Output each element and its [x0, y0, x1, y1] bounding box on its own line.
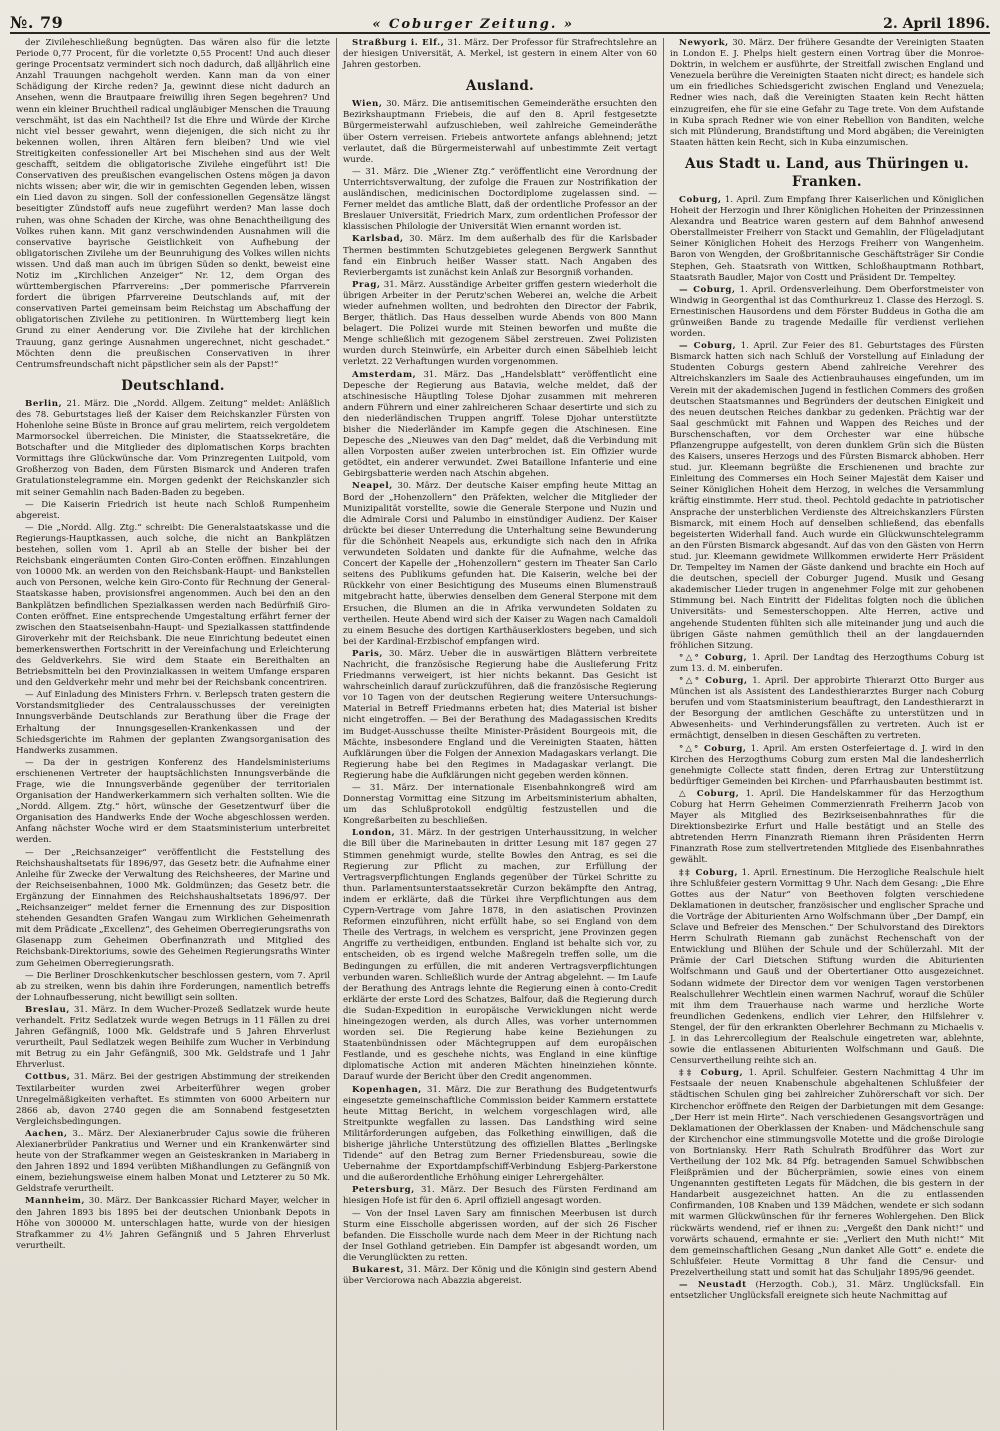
article-paragraph	[343, 1185, 657, 1207]
dateline: Karlsbad,	[352, 234, 404, 245]
paragraph-text: — Auf Einladung des Ministers Frhrn. v. Berlepsch traten gestern die Vorstandsmitglieder des Centralausschusses der vereinigten Innungsverbände Deutschlands zur Berathung über die Frage der Erhaltung der Innungsgesellen-Krankenkassen und der Schiedsgerichte im Rahmen der geplanten Zwangsorganisation des Handwerks zusammen.	[16, 690, 330, 756]
article-paragraph	[343, 1209, 657, 1264]
issue-number: №. 79	[10, 13, 64, 32]
article-paragraph	[670, 868, 984, 1068]
article-paragraph	[670, 1068, 984, 1279]
article-paragraph	[16, 758, 330, 847]
dateline: — Coburg,	[679, 284, 736, 295]
dateline: Bukarest,	[352, 1265, 405, 1276]
paragraph-text: 21. März. Die „Nordd. Allgem. Zeitung“ meldet: Anläßlich des 78. Geburtstages ließ der Kaiser dem Reichskanzler Fürsten von Hohenlohe seine Büste in Bronce auf grau melirtem, reich vergoldetem Marmorsockel überreichen. Die Minister, die Staatssekretäre, die Botschafter und die Mitglieder des diplomatischen Korps brachten Vormittags ihre Glückwünsche dar. Vom Prinzregenten Luitpold, vom Großherzog von Baden, dem Fürsten Bismarck und Anderen trafen Gratulationstelegramme ein. Morgen gedenkt der Reichskanzler sich mit seiner Gemahlin nach Baden-Baden zu begeben.	[16, 398, 330, 498]
paragraph-text: 1. April. Am ersten Osterfeiertage d. J. wird in den Kirchen des Herzogthums Coburg zum ersten Mal die landesherrlich genehmigte Collecte statt finden, deren Ertrag zur Unterstützung bedürftiger Gemeinden bei Kirchen- und Pfarrhausbauten bestimmt ist.	[670, 743, 984, 787]
paragraph-text: — Die Berliner Droschkenkutscher beschlossen gestern, vom 7. April ab zu streiken, wenn bis dahin ihre Forderungen, namentlich betreffs der Lohnaufbesserung, nicht bewilligt sein sollten.	[16, 970, 330, 1003]
dateline: Amsterdam,	[352, 369, 417, 380]
column-middle	[336, 38, 663, 1430]
dateline: Cottbus,	[25, 1072, 71, 1083]
dateline: ‡‡ Coburg,	[679, 867, 739, 878]
article-paragraph	[670, 285, 984, 340]
article-paragraph	[343, 99, 657, 166]
paragraph-text: 31. März. Der Besuch des Fürsten Ferdinand am hiesigen Hofe ist für den 6. April offiziell angesagt worden.	[343, 1185, 657, 1207]
article-paragraph	[16, 1196, 330, 1251]
paragraph-text: 30. März. Im dem außerhalb des für die Karlsbader Thermen bestimmten Schutzgebietes gelegenen Bergwerk Sannthut fand ein Einbruch heißer Wasser statt. Nach Angaben des Revierbergamts ist zunächst kein Anlaß zur Besorgniß vorhanden.	[343, 234, 657, 278]
paragraph-text: 1. April. Schulfeier. Gestern Nachmittag 4 Uhr im Festsaale der neuen Knabenschule abgehaltenen Schlußfeier der städtischen Schulen ging bei zahlreicher Zuhörerschaft vor sich. Der Kirchenchor eröffnete den Reigen der Darbietungen mit dem Gesange: „Der Herr ist mein Hirte“. Nach verschiedenen Gesangsvorträgen und Deklamationen der Oberklassen der Knaben- und Mädchenschule sang der Kirchenchor eine stimmungsvolle Motette und die große Dirologie von Bortniansky. Herr Rath Schulrath Brodführer das Wort zur Vertheilung der 102 Mk. 84 Pfg. betragenden Samuel Schwibbschen Fleißprämien und der Bücherprämien, sowie eines von einem Ungenannten gestifteten Legats für Mädchen, die bis gestern in der Handarbeit ausgezeichnet hatten. An die zu entlassenden Confirmanden, 108 Knaben und 139 Mädchen, wendete er sich sodann mit warmen Glückwünschen für ihr ferneres Wohlergehen. Den Blick rückwärts wendend, rief er ihnen zu: „Vergeßt den Dank nicht!“ und vorwärts schauend, ermahnte er sie: „Verliert den Muth nicht!“ Mit dem gemeinschaftlichen Gesang „Nun danket Alle Gott“ e. endete die Schlußfeier. Heute Vormittag 8 Uhr fand die Censur- und Prezelvertheilung statt und somit hat das Schuljahr 1895/96 geendet.	[670, 1068, 984, 1278]
paragraph-text: 1. April. Ernestinum. Die Herzogliche Realschule hielt ihre Schlußfeier gestern Vormittag 9 Uhr. Nach dem Gesang: „Die Ehre Gottes aus der Natur“ von Beethoven folgten verschiedene Deklamationen in deutscher, französischer und englischer Sprache und die Vorträge der Abiturienten Arno Wolfschmann über „Der Dampf, ein Sclave und Befreier des Menschen.“ Der Schulvorstand des Direktors Herrn Schulrath Riemann gab zunächst Rechenschaft von der Entwicklung und Blühen der Schule und der Schülerzahl. Mit der Prämie der Carl Dietschen Stiftung wurden die Abiturienten Wolfschmann und Gauß und der Obertertianer Otto ausgezeichnet. Sodann widmete der Director dem vor wenigen Tagen verstorbenen Realschullehrer Wechtlein einen warmen Nachruf, worauf die Schüler mit ihm dem Trauerhause nach warme und herzliche Worte freundlichen Gedenkens, endlich vier Lehrer, den Hilfslehrer v. Stengel, der für den erkrankten Oberlehrer Bechmann zu Michaelis v. J. in das Lehrercollegium der Realschule eingetreten war, ablehnte, sowie die entlassenen Abiturienten Wolfschmann und Gauß. Die Censurvertheilung reihte sich an.	[670, 867, 985, 1067]
paragraph-text: — Da der in gestrigen Konferenz des Handelsministeriums erschienenen Vertreter der hauptsächlichsten Innungsverbände die Frage, wie die Innungsverbände gegenüber der territorialen Organisation der Handwerkerkammern sich verhalten sollten. Wie die „Nordd. Allgem. Ztg.“ hört, wünsche der Gesetzentwurf über die Organisation des Handwerks Ende der Woche abgeschlossen werden. Anfang nächster Woche wird er dem Staatsministerium unterbreitet werden.	[16, 757, 330, 846]
article-paragraph	[16, 38, 330, 371]
paragraph-text: — Von der Insel Laven Sary am finnischen Meerbusen ist durch Sturm eine Eisscholle abgerissen worden, auf der sich 26 Fischer befanden. Die Eisscholle wurde nach dem Meer in der Richtung nach der Insel Gothland getrieben. Ein Dampfer ist abgesandt worden, um die Verunglückten zu retten.	[343, 1208, 657, 1263]
article-paragraph	[343, 481, 657, 647]
article-paragraph	[670, 789, 984, 867]
article-paragraph	[343, 828, 657, 1083]
paragraph-text: (Herzogth. Cob.), 31. März. Unglücksfall. Ein entsetzlicher Unglücksfall ereignete sich heute Nachmittag auf	[670, 1280, 984, 1302]
article-paragraph	[670, 676, 984, 743]
paragraph-text: 31. März. Bei der gestrigen Abstimmung der streikenden Textilarbeiter wurden zwei Arbeiterführer wegen grober Unregelmäßigkeiten verhaftet. Es stimmten von 6000 Arbeitern nur 2866 ab, davon 2740 gegen die am Sonnabend festgesetzten Vergleichsbedingungen.	[16, 1072, 330, 1127]
dateline: Neapel,	[352, 481, 393, 492]
paragraph-text: 30. März. Ueber die in auswärtigen Blättern verbreitete Nachricht, die französische Regierung habe die Auslieferung Fritz Friedmanns verweigert, ist hier nichts bekannt. Das Gesicht ist wahrscheinlich darauf zurückzuführen, daß die französische Regierung vor 10 Tagen von der deutschen Regierung weitere Untersuchungs-Material in Betreff Friedmanns erbeten hat; dies Material ist bisher nicht eingetroffen. — Bei der Berathung des Madagassischen Kredits im Budget-Ausschusse theilte Minister-Präsident Bourgeois mit, die Mächte, insbesondere England und die Vereinigten Staaten, hätten Aufklärungen über die Folgen der Annexion Madagaskars verlangt. Die Regierung habe bei den Regimes in Madagaskar verlangt. Die Regierung habe die Aufklärungen nicht gegeben werden können.	[343, 648, 657, 781]
dateline: Coburg,	[679, 194, 722, 205]
article-paragraph	[670, 744, 984, 788]
section-heading: Aus Stadt u. Land, aus Thüringen u. Franken.	[685, 155, 969, 190]
dateline: °△° Coburg,	[679, 675, 748, 686]
dateline: Berlin,	[25, 398, 63, 409]
article-paragraph	[16, 500, 330, 522]
dateline: Paris,	[352, 648, 384, 659]
dateline: — Coburg,	[679, 341, 737, 352]
paragraph-text: 1. April. Die Handelskammer für das Herzogthum Coburg hat Herrn Geheimen Commerzienrath Freiherrn Jacob von Mayer als Mitglied des Bezirkseisenbahnrathes für die Direktionsbezirke Erfurt und Halle bestätigt und an Stelle des abtretenden Herrn Finanzrath Riemann ihren Präsidenten Herrn Finanzrath Rose zum stellvertretenden Mitgliede des Eisenbahnrathes gewählt.	[670, 788, 985, 866]
column-left	[10, 38, 336, 1430]
dateline: ‡‡ Coburg,	[679, 1068, 744, 1079]
article-paragraph	[16, 1072, 330, 1127]
article-paragraph	[670, 1280, 984, 1302]
dateline: London,	[352, 828, 396, 839]
newspaper-title: « Coburger Zeitung. »	[372, 17, 575, 32]
article-paragraph	[343, 280, 657, 369]
article-paragraph	[670, 653, 984, 675]
paragraph-text: — Die Kaiserin Friedrich ist heute nach Schloß Rumpenheim abgereist.	[16, 499, 330, 521]
section-heading: Deutschland.	[121, 377, 225, 394]
article-paragraph	[343, 1085, 657, 1185]
article-paragraph	[343, 1265, 657, 1287]
dateline: °△° Coburg,	[679, 743, 747, 754]
paragraph-text: 31. März. Das „Handelsblatt“ veröffentlicht eine Depesche der Regierung aus Batavia, welche meldet, daß der atschinesische Häuptling Tolese Djohar zusammen mit mehreren andern Führern und einer zahlreicheren Schaar desertirte und sich zu den niederländischen Truppen angriff. Tolese Djohar unterstützte bisher die Niederländer im Kampfe gegen die Atschinesen. Eine Depesche des „Nieuwes van den Dag“ meldet, daß die Verbindung mit allen Vorposten außer zweien unterbrochen ist. Ein Offizier wurde getödtet, ein anderer verwundet. Zwei Bataillone Infanterie und eine Gebirgsbatterie werden nach Atschin abgehen.	[343, 369, 657, 480]
article-paragraph	[343, 167, 657, 234]
paragraph-text: 1. April. Zum Empfang Ihrer Kaiserlichen und Königlichen Hoheit der Herzogin und Ihrer Königlichen Hoheiten der Prinzessinnen Alexandra und Beatrice waren gestern auf dem Bahnhof anwesend Oberstallmeister Freiherr von Stackt und Gemahlin, der Flügeladjutant Seiner Königlichen Hoheit des Herzogs Freiherr von Wangenheim. Baron von Wengden, der Großbritannische Geschäftsträger Sir Condie Stephen, Geh. Staatsrath von Wittken, Schloßhauptmann Rothbart, Staatsrath Baudler, Major von Costt und Präsident Dr. Tempeltey.	[670, 194, 984, 283]
article-paragraph	[343, 38, 657, 71]
dateline: Petersburg,	[352, 1185, 415, 1196]
dateline: Aachen,	[25, 1128, 68, 1139]
dateline: Prag,	[352, 279, 381, 290]
dateline: Kopenhagen,	[352, 1084, 422, 1095]
article-paragraph	[343, 234, 657, 278]
dateline: Breslau,	[25, 1004, 70, 1015]
paragraph-text: 30. März. Der deutsche Kaiser empfing heute Mittag an Bord der „Hohenzollern“ den Präfekten, welcher die Mitglieder der Munizipalität vorstellte, sowie die Generale Sterpone und Nuzin und die Admirale Corsi und Palumbo in einstündiger Audienz. Der Kaiser drückte bei dieser Unterredung die Unterhaltung seine Bewunderung für die Schönheit Neapels aus, erkundigte sich nach den in Afrika verwundeten Soldaten und dankte für die Aufnahme, welche das Concert der Kapelle der „Hohenzollern“ gestern im Theater San Carlo seitens des Publikums gefunden hat. Die Kaiserin, welche bei der Rückkehr von einer Besichtigung des Museums einen Blumenstrauß mitgebracht hatte, überwies denselben dem General Sterpone mit dem Ersuchen, die Blumen an die in Afrika verwundeten Soldaten zu vertheilen. Heute Abend wird sich der Kaiser zu Wagen nach Camaldoli zu einem Besuche des dortigen Karthäuserklosters begeben, und sich bei der Kardinal-Erzbischof empfangen wird.	[343, 481, 657, 647]
section-heading: Ausland.	[465, 78, 535, 95]
article-paragraph	[343, 649, 657, 782]
dateline: Newyork,	[679, 38, 729, 48]
article-paragraph	[343, 783, 657, 827]
paragraph-text: 30. März. Der frühere Gesandte der Vereinigten Staaten in London E. J. Phelps hielt gestern einen Vortrag über die Monroe-Doktrin, in welchem er ausführte, der Streitfall zwischen England und Venezuela berühre die Vereinigten Staaten nicht direct; es handele sich um ein friedliches Schiedsgericht zwischen England und Venezuela; Redner wies nach, daß die Vereinigten Staaten kein Recht hätten einzugreifen, ehe für sie eine Gefahr zu Tage trete. Von dem Aufstande in Kuba sprach Redner wie von einer Rebellion von Banditen, welche sich mit Plünderung, Brandstiftung und Mord abgäben; die Vereinigten Staaten hätten kein Recht, sich in Kuba einzumischen.	[670, 38, 984, 148]
dateline: Straßburg i. Elf.,	[352, 38, 445, 48]
paragraph-text: — 31. März. Der internationale Eisenbahnkongreß wird am Donnerstag Vormittag eine Sitzung im Arbeitsministerium abhalten, um das Schlußprotokoll endgültig festzustellen und die Kongreßarbeiten zu beschließen.	[343, 783, 657, 827]
article-paragraph	[16, 1005, 330, 1072]
article-paragraph	[343, 370, 657, 481]
paragraph-text: 31. März. In der gestrigen Unterhaussitzung, in welcher die Bill über die Marinebauten in dritter Lesung mit 187 gegen 27 Stimmen genehmigt wurde, stellte Bowles den Antrag, es sei die Regierung zur Pflicht zu machen, zur Erfüllung der Vertragsverpflichtungen Englands gegenüber der Türkei Schritte zu thun. Parlamentsunterstaatssekretär Curzon bekämpfte den Antrag, indem er erklärte, daß die Türkei ihre Verpflichtungen aus dem Cypern-Vertrage vom Jahre 1878, in den asiatischen Provinzen Reformen einzuführen, nicht erfüllt habe, so sei England von dem Theile des Vertrags, in welchem es verspricht, jene Provinzen gegen Angriffe zu vertheidigen, entbunden. England ist behalte sich vor, zu entscheiden, ob es irgend welche Maßregeln treffen solle, um die Bedingungen zu erfüllen, die mit anderen Vertragsverpflichtungen verbunden waren. Schließlich wurde der Antrag abgelehnt. — Im Laufe der Berathung des Antrags lehnte die Regierung einen à conto-Credit erklärte der erste Lord des Schatzes, Balfour, daß die Regierung durch die Sudan-Expedition in europäische Verwicklungen nicht werde hineingezogen werden, als durch Alles, was vorher unternommen worden sei. Die Regierung habe keine Beziehungen zu Staatenbündnissen oder Mächtegruppen auf dem europäischen Festlande, und es geschehe nichts, was England in eine künftige diplomatische Action mit anderen Mächten hineinziehen könnte. Darauf wurde der Bericht über den Credit angenommen.	[343, 828, 658, 1083]
issue-date: 2. April 1896.	[883, 16, 990, 32]
paragraph-text: 1. April. Der approbirte Thierarzt Otto Burger aus München ist als Assistent des Landesthierarztes Burger nach Coburg berufen und vom Staatsministerium beauftragt, den Landesthierarzt in der Besorgung der amtlichen Geschäfte zu unterstützen und in Abwesenheits- und Verhinderungsfällen zu vertreten. Auch ist er ermächtigt, denselben in diesen Geschäften zu vertreten.	[670, 675, 985, 742]
masthead	[10, 6, 990, 34]
paragraph-text: 30. März. Die antisemitischen Gemeinderäthe ersuchten den Bezirkshauptmann Friebeis, die auf den 8. April festgesetzte Bürgermeisterwahl aufzuschieben, weil zahlreiche Gemeinderäthe über Ostern verreisen. Friebeis antwortete anfangs ablehnend; jetzt verlautet, daß die Bürgermeisterwahl auf unbestimmte Zeit vertagt wurde.	[343, 99, 658, 165]
paragraph-text: 31. März. In dem Wucher-Prozeß Sedlatzek wurde heute verhandelt. Fritz Sedlatzek wurde wegen Betrugs in 11 Fällen zu drei Jahren Gefängniß, 1000 Mk. Geldstrafe und 5 Jahren Ehrverlust verurtheilt, Paul Sedlatzek wegen Beihilfe zum Wucher in Verbindung mit Betrug zu ein Jahr Gefängniß, 300 Mk. Geldstrafe und 1 Jahr Ehrverlust.	[16, 1004, 330, 1071]
paragraph-text: 1. April. Zur Feier des 81. Geburtstages des Fürsten Bismarck hatten sich nach Schluß der Vorstellung auf Einladung der Studenten Coburgs gestern Abend zahlreiche Verehrer des Altreichskanzlers im Saale des Actienbrauhauses eingefunden, um im Verein mit der akademischen Jugend in festlichen Commers des großen deutschen Staatsmannes und Begründers der deutschen Einigkeit und des neuen deutschen Reiches dankbar zu gedenken. Prächtig war der Saal geschmückt mit Fahnen und Wappen des Reiches und der Burschenschaften, vor dem Orchester war eine hübsche Pflanzengruppe aufgestellt, von deren dunklem Grün sich die Büsten des Kaisers, unseres Herzogs und des Fürsten Bismarck abhoben. Herr stud. jur. Kleemann begrüßte die Erschienenen und brachte zur Einleitung des Commerses ein Hoch Seiner Majestät dem Kaiser und Seiner Königlichen Hoheit dem Herzog, in welches die Versammlung kräftig einstimmte. Herr stud. theol. Pechtold gedachte in patriotischer Ansprache der unsterblichen Verdienste des Altreichskanzlers Fürsten Bismarck, mit einem Hoch auf denselben schließend, das ebenfalls begeisterten Widerhall fand. Auch wurde ein Glückwunschtelegramm an den Fürsten Bismarck abgesandt. Auf das von den Gästen von Herrn stud. jur. Kleemann gewidmete Willkommen erwiderte Herr Präsident Dr. Tempeltey im Namen der Gäste dankend und brachte ein Hoch auf die deutschen, speciell der Coburger Jugend. Musik und Gesang akademischer Lieder trugen in angenehmer Folge mit zur gehobenen Stimmung bei. Nach Eintritt der Fidelitas folgten noch die üblichen Universitäts- und Semesterschoppen. Alte Herren, active und angehende Studenten fühlten sich alle miteinander jung und auch die übrigen Gäste nahmen gemüthlich theil an der langdauernden fröhlichen Sitzung.	[670, 341, 985, 651]
paragraph-text: 31. März. Die zur Berathung des Budgetentwurfs eingesetzte gemeinschaftliche Commission beider Kammern erstattete heute Mittag Bericht, in welchem vorgeschlagen wird, alle Streitpunkte wegfallen zu lassen. Das Landsthing wird seine Militärforderungen aufgeben, das Folkething einwilligen, daß die bisherige jährliche Unterstützung des offiziellen Blattes „Berlingske Tidende“ auf den Betrag zum Berner Friedensbureau, sowie die Uebernahme der Exportdampfschiff-Verbindung Esbjerg-Parkerstone und die außerordentliche Erhöhung einiger Lehrergehälter.	[343, 1084, 657, 1184]
article-paragraph	[670, 38, 984, 149]
article-paragraph	[16, 848, 330, 970]
paragraph-text: 31. März. Der König und die Königin sind gestern Abend über Verciorowa nach Abazzia abgereist.	[343, 1265, 657, 1287]
paragraph-text: 31. März. Der Professor für Strafrechtslehre an der hiesigen Universität, A. Merkel, ist gestern in einem Alter von 60 Jahren gestorben.	[343, 38, 657, 71]
paragraph-text: 1. April. Ordensverleihung. Dem Oberforstmeister von Windwig in Georgenthal ist das Comthurkreuz 1. Classe des Herzogl. S. Ernestinischen Hausordens und dem Förster Buddeus in Gotha die am grünweißen Bande zu tragende Medaille für verdienst verliehen worden.	[670, 284, 984, 340]
article-paragraph	[16, 1129, 330, 1196]
dateline: Wien,	[352, 99, 383, 110]
article-paragraph	[16, 690, 330, 757]
paragraph-text: 3.. März. Der Alexianerbruder Cajus sowie die früheren Alexianerbrüder Pankratius und Werner und ein Krankenwärter sind heute von der Strafkammer wegen an Geisteskranken in Mariaberg in den Jahren 1892 und 1894 verübten Mißhandlungen zu Gefängniß von einem, beziehungsweise einem halben Monat und Letzterer zu 50 Mk. Geldstrafe verurtheilt.	[16, 1128, 330, 1195]
paragraph-text: 1. April. Der Landtag des Herzogthums Coburg ist zum 13. d. M. einberufen.	[670, 652, 984, 674]
article-paragraph	[16, 971, 330, 1004]
dateline: Mannheim,	[25, 1196, 86, 1207]
paragraph-text: 30. März. Der Bankcassier Richard Mayer, welcher in den Jahren 1893 bis 1895 bei der deutschen Unionbank Depots in Höhe von 300000 M. unterschlagen hatte, wurde von der hiesigen Strafkammer zu 4½ Jahren Gefängniß und 5 Jahren Ehrverlust verurtheilt.	[16, 1196, 330, 1251]
dateline: — Neustadt	[679, 1280, 747, 1291]
column-right	[663, 38, 990, 1430]
paragraph-text: 31. März. Ausständige Arbeiter griffen gestern wiederholt die übrigen Arbeiter in der Perutz'schen Weberei an, welche die Arbeit wieder aufnehmen wollten, und bedrohten den Director der Fabrik, Berger, thätlich. Das Haus desselben wurde Abends von 800 Mann belagert. Die Polizei wurde mit Steinen beworfen und mußte die Menge schließlich mit gezogenem Säbel zerstreuen. Zwei Polizisten wurden durch Steinwürfe, ein Arbeiter durch einen Säbelhieb leicht verletzt. 22 Verhaftungen wurden vorgenommen.	[343, 279, 658, 368]
paragraph-text: — Der „Reichsanzeiger“ veröffentlicht die Feststellung des Reichshaushaltsetats für 1896/97, das Gesetz betr. die Aufnahme einer Anleihe für Zwecke der Verwaltung des Reichsheeres, der Marine und der Reichseisenbahnen, 1000 Mk. Goldmünzen; das Gesetz betr. die Ergänzung der Einnahmen des Reichshaushaltsetats 1896/97. Der „Reichsanzeiger“ meldet ferner die Ernennung des zur Disposition stehenden Gesandten Grafen Wangau zum Wirklichen Geheimenrath mit dem Prädicate „Excellenz“, des Geheimen Oberregierungsraths von Glasenapp zum Geheimen Oberfinanzrath und Mitglied des Reichsbank-Direktoriums, sowie des Geheimen Regierungsraths Winter zum Geheimen Oberregierungsrath.	[16, 847, 330, 969]
article-paragraph	[16, 523, 330, 689]
dateline: △ Coburg,	[679, 788, 740, 799]
paragraph-text: — 31. März. Die „Wiener Ztg.“ veröffentlicht eine Verordnung der Unterrichtsverwaltung, der zufolge die Frauen zur Nostrifikation der ausländischen, medicinischen Doctordiplome zugelassen sind. — Ferner meldet das amtliche Blatt, daß der ordentliche Professor an der Breslauer Universität, Friedrich Marx, zum ordentlichen Professor der klassischen Philologie der Universität Wien ernannt worden ist.	[343, 166, 657, 233]
article-paragraph	[670, 341, 984, 652]
article-columns	[10, 38, 990, 1430]
paragraph-text: der Zivileheschließung begnügten. Das wären also für die letzte Periode 0,77 Procent, für die vorletzte 0,55 Procent! Und auch dieser geringe Procentsatz vermindert sich noch dadurch, daß alljährlich eine Anzahl Trauungen nachgeholt werden. Kann man da von einer Schädigung der Kirche reden? Ja, gewinnt diese nicht dadurch an Ansehen, wenn die Brautpaare freiwillig ihren Segen begehren? Und wenn ein kleiner Bruchtheil radical ungläubiger Menschen die Trauung verschmäht, ist das ein Nachtheil? Ist die Ehre und Würde der Kirche nicht viel besser gewahrt, wenn diejenigen, die sich nicht zu ihr bekennen wollen, ihren Altären fern bleiben? Und wie viel Streitigkeiten confessioneller Art bei Mischehen sind aus der Welt geschafft, seitdem die obligatorische Zivilehe eingeführt ist! Die Conservativen des preußischen evangelischen Ostens mögen ja davon nichts wissen; aber wir, die wir in gemischten Gegenden leben, wissen ein Lied davon zu singen. Soll der confessionellen Gegensätze längst beseitigter Zündstoff aufs neue zugeführt werden? Man lasse doch ruhen, was ohne Schaden der Kirche, was ohne Benachtheiligung des Volkes ruhen kann. Mit ganz verschwindenden Ausnahmen will die conservative bayrische Geistlichkeit von Aufhebung der obligatorischen Zivilehe um der Beunruhigung des Volkes willen nichts wissen. Und daß man auch im übrigen Süden so denkt, beweist eine Notiz im „Kirchlichen Anzeiger“ Nr. 12, dem Organ des württembergischen Pfarrvereins: „Der pommerische Pfarrverein fordert die übrigen Pfarrvereine Deutschlands auf, mit der conservativen Partei gemeinsam beim Reichstag um Abschaffung der obligatorischen Zivilehe zu petitioniren. In Württemberg liegt kein Grund zu einer Aenderung vor. Die Zivilehe hat der kirchlichen Trauung, ganz geringe Ausnahmen ungerechnet, nicht geschadet.“ Möchten denn die preußischen Conservativen in ihrer Centrumsfreundschaft nicht päpstlicher sein als der Papst!“	[16, 38, 330, 370]
article-paragraph	[670, 195, 984, 284]
dateline: °△° Coburg,	[679, 652, 748, 663]
article-paragraph	[16, 399, 330, 499]
paragraph-text: — Die „Nordd. Allg. Ztg.“ schreibt: Die Generalstaatskasse und die Regierungs-Hauptkassen, auch solche, die nicht an Bankplätzen bestehen, sollen vom 1. April ab an Stelle der bisher bei der Reichsbank eingeräumten Conten Giro-Conten eröffnen. Einzahlungen von 10000 Mk. an werden von den Reichsbank-Haupt- und Bankstellen auch von Personen, welche kein Giro-Conto für Rechnung der General-Staatskasse haben, provisionsfrei angenommen. Auch bei den an den Bankplätzen befindlichen Spezialkassen werden nach Bedürfniß Giro-Conten eröffnet. Eine entsprechende Umgestaltung erfährt ferner der zwischen den Staatseisenbahn-Haupt- und Spezialkassen stattfindende Giroverkehr mit der Reichsbank. Die neue Einrichtung bedeutet einen bemerkenswerthen Fortschritt in der Vereinfachung und Erleichterung des Geldverkehrs. Sie wird dem Staate ein Bereithalten an Betriebsmitteln bei den Provinzialkassen in weitem Umfange ersparen und den Geldverkehr mehr und mehr bei der Reichsbank concentriren.	[16, 522, 330, 689]
